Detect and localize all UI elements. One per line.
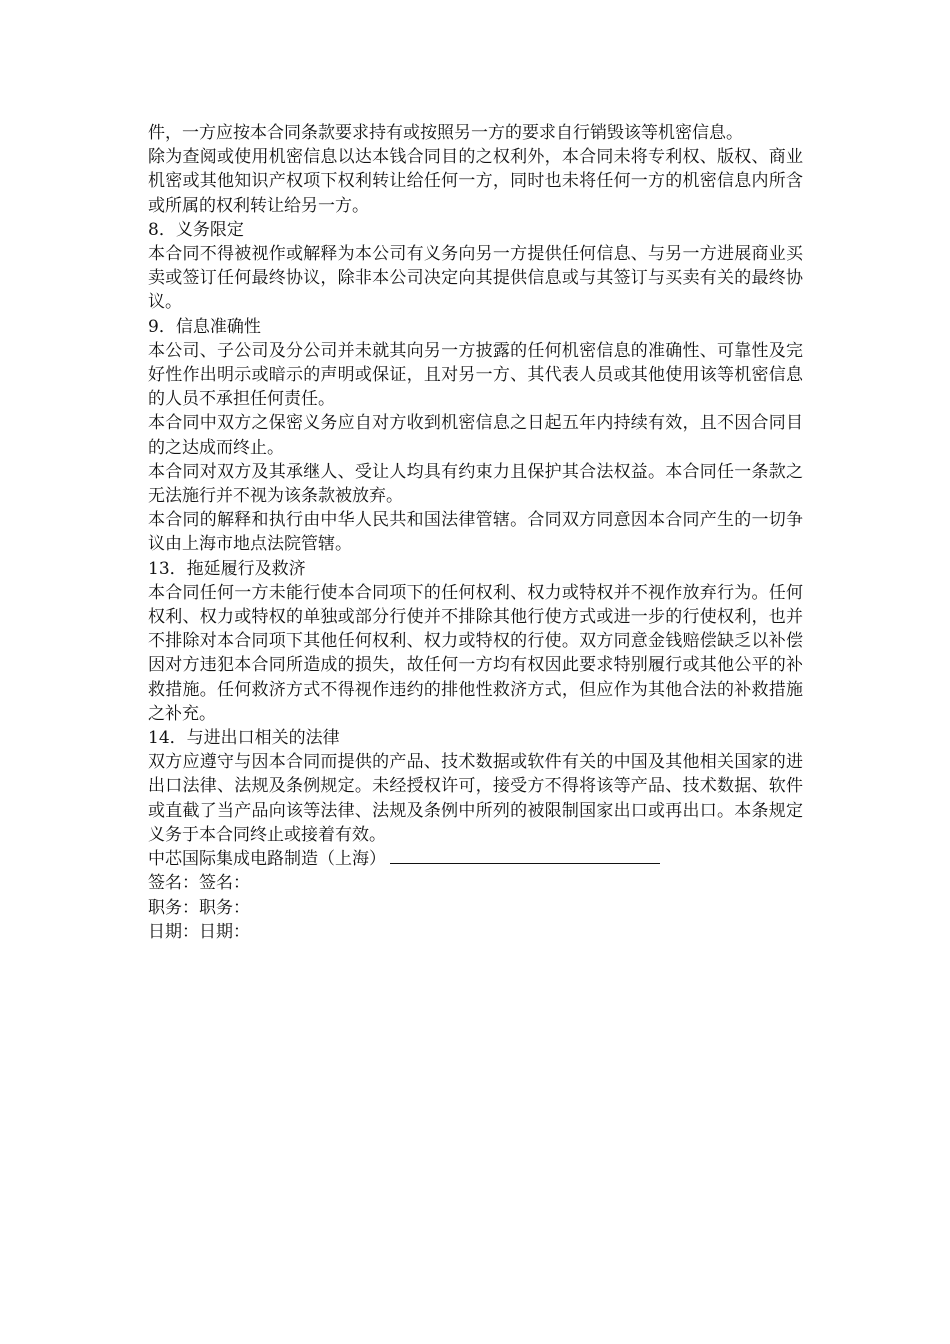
heading-delay-remedy: 13．拖延履行及救济 <box>148 558 306 579</box>
signature-date: 日期：日期： <box>148 921 250 942</box>
paragraph-obligation-limit: 本合同不得被视作或解释为本公司有义务向另一方提供任何信息、与另一方进展商业买卖或签订任何最终协议，除非本公司决定向其提供信息或与其签订与买卖有关的最终协议。 <box>148 244 803 313</box>
paragraph-confidential-destroy: 件，一方应按本合同条款要求持有或按照另一方的要求自行销毁该等机密信息。 <box>148 123 743 143</box>
document-page <box>148 121 803 944</box>
signature-underline <box>390 849 660 864</box>
heading-info-accuracy: 9．信息准确性 <box>148 316 261 337</box>
signature-company: 中芯国际集成电路制造（上海） <box>148 849 386 870</box>
paragraph-binding-effect: 本合同对双方及其承继人、受让人均具有约束力且保护其合法权益。本合同任一条款之无法施行并不视为该条款被放弃。 <box>148 461 803 507</box>
paragraph-governing-law: 本合同的解释和执行由中华人民共和国法律管辖。合同双方同意因本合同产生的一切争议由上海市地点法院管辖。 <box>148 510 803 555</box>
paragraph-ip-rights: 除为查阅或使用机密信息以达本钱合同目的之权利外，本合同未将专利权、版权、商业机密或其他知识产权项下权利转让给任何一方，同时也未将任何一方的机密信息内所含或所属的权利转让给另一方。 <box>148 147 803 216</box>
paragraph-info-accuracy: 本公司、子公司及分公司并未就其向另一方披露的任何机密信息的准确性、可靠性及完好性作出明示或暗示的声明或保证，且对另一方、其代表人员或其他使用该等机密信息的人员不承担任何责任。 <box>148 340 803 410</box>
paragraph-confidentiality-term: 本合同中双方之保密义务应自对方收到机密信息之日起五年内持续有效，且不因合同目的之达成而终止。 <box>148 413 803 458</box>
paragraph-export-law: 双方应遵守与因本合同而提供的产品、技术数据或软件有关的中国及其他相关国家的进出口法律、法规及条例规定。未经授权许可，接受方不得将该等产品、技术数据、软件或直截了当产品向该等法律、法规及条例中所列的被限制国家出口或再出口。本条规定义务于本合同终止或接着有效。 <box>148 752 803 845</box>
signature-sign: 签名：签名： <box>148 873 250 894</box>
heading-export-law: 14．与进出口相关的法律 <box>148 728 340 749</box>
heading-obligation-limit: 8．义务限定 <box>148 219 244 240</box>
signature-company-line <box>148 847 803 871</box>
paragraph-delay-remedy: 本合同任何一方未能行使本合同项下的任何权利、权力或特权并不视作放弃行为。任何权利、权力或特权的单独或部分行使并不排除其他行使方式或进一步的行使权利，也并不排除对本合同项下其他任何权利、权力或特权的行使。双方同意金钱赔偿缺乏以补偿因对方违犯本合同所造成的损失，故任何一方均有权因此要求特别履行或其他公平的补救措施。任何救济方式不得视作违约的排他性救济方式，但应作为其他合法的补救措施之补充。 <box>148 582 803 724</box>
signature-title: 职务：职务： <box>148 897 250 918</box>
